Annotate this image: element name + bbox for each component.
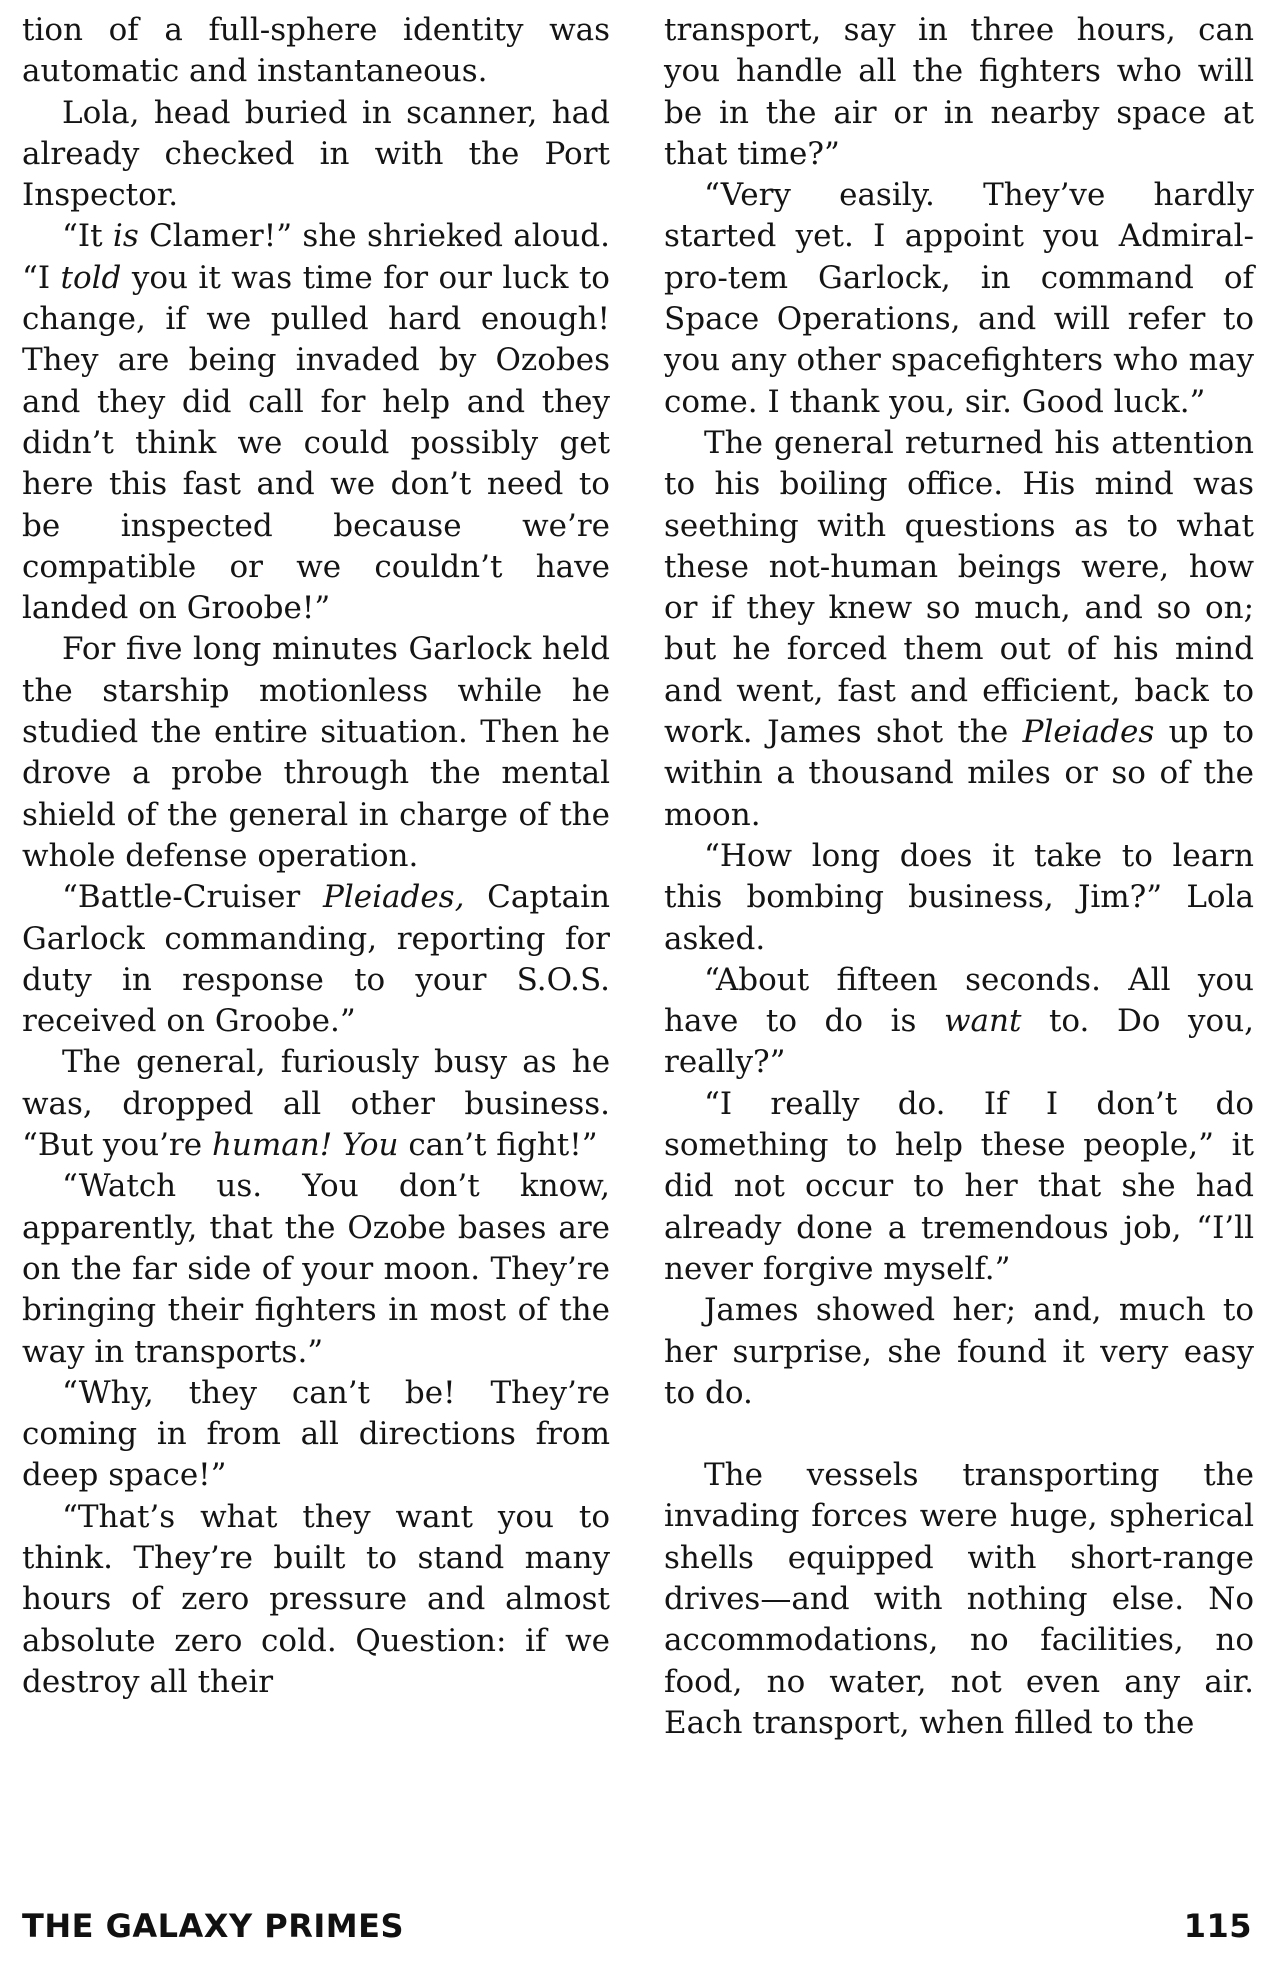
paragraph: “It is Clamer!” she shrieked aloud. “I told you it was time for our luck to change, if we pulled hard enough! They are being invaded by Ozobes and they did call for help and they didn’t think we could possibly get here this fast and we don’t need to be inspected because we’re compatible or we couldn’t have landed on Groobe!”: [22, 218, 611, 627]
paragraph: For five long minutes Garlock held the starship motionless while he studied the entire situation. Then he drove a probe through the mental shield of the general in charge of the whole defense operation.: [22, 631, 610, 874]
left-column: [22, 10, 610, 1703]
page-number: 115: [1183, 1907, 1252, 1945]
paragraph: transport, say in three hours, can you handle all the fighters who will be in the air or in nearby space at that time?”: [664, 12, 1254, 172]
paragraph: “I really do. If I don’t do something to help these people,” it did not occur to her that she had already done a tremendous job, “I’ll never forgive myself.”: [664, 1085, 1254, 1287]
paragraph: Lola, head buried in scanner, had already checked in with the Port Inspector.: [22, 94, 610, 214]
paragraph: “That’s what they want you to think. They’re built to stand many hours of zero pressure and almost absolute zero cold. Question: if we destroy all their: [22, 1498, 610, 1700]
paragraph: “Very easily. They’ve hardly started yet. I appoint you Admiral-pro-tem Garlock, in command of Space Operations, and will refer to you any other spacefighters who may come. I thank you, sir. Good luck.”: [664, 177, 1254, 420]
paragraph: James showed her; and, much to her surprise, she found it very easy to do.: [664, 1292, 1254, 1411]
paragraph: “Battle-Cruiser Pleiades, Captain Garlock commanding, reporting for duty in response to your S.O.S. received on Groobe.”: [22, 879, 611, 1040]
running-title: THE GALAXY PRIMES: [22, 1907, 405, 1945]
paragraph: tion of a full-sphere identity was automatic and instantaneous.: [22, 12, 610, 90]
paragraph: The general returned his attention to his boiling office. His mind was seething with questions as to what these not-human beings were, how or if they knew so much, and so on; but he forced them out of his mind and went, fast and efficient, back to work. James shot the Pleiades up to within a thousand miles or so of the moon.: [664, 424, 1255, 833]
right-column: [664, 10, 1254, 1744]
paragraph: “About fifteen seconds. All you have to do is want to. Do you, really?”: [664, 961, 1255, 1081]
paragraph: “Why, they can’t be! They’re coming in from all directions from deep space!”: [22, 1374, 610, 1494]
paragraph: The general, furiously busy as he was, dropped all other business. “But you’re human! You can’t fight!”: [22, 1044, 611, 1164]
paragraph: “Watch us. You don’t know, apparently, that the Ozobe bases are on the far side of your moon. They’re bringing their fighters in most of the way in transports.”: [22, 1168, 610, 1370]
paragraph: “How long does it take to learn this bombing business, Jim?” Lola asked.: [664, 837, 1254, 957]
paragraph: The vessels transporting the invading forces were huge, spherical shells equipped with short-range drives—and with nothing else. No accommodations, no facilities, no food, no water, not even any air. Each transport, when filled to the: [664, 1457, 1254, 1741]
page-footer: [22, 1904, 1252, 1948]
